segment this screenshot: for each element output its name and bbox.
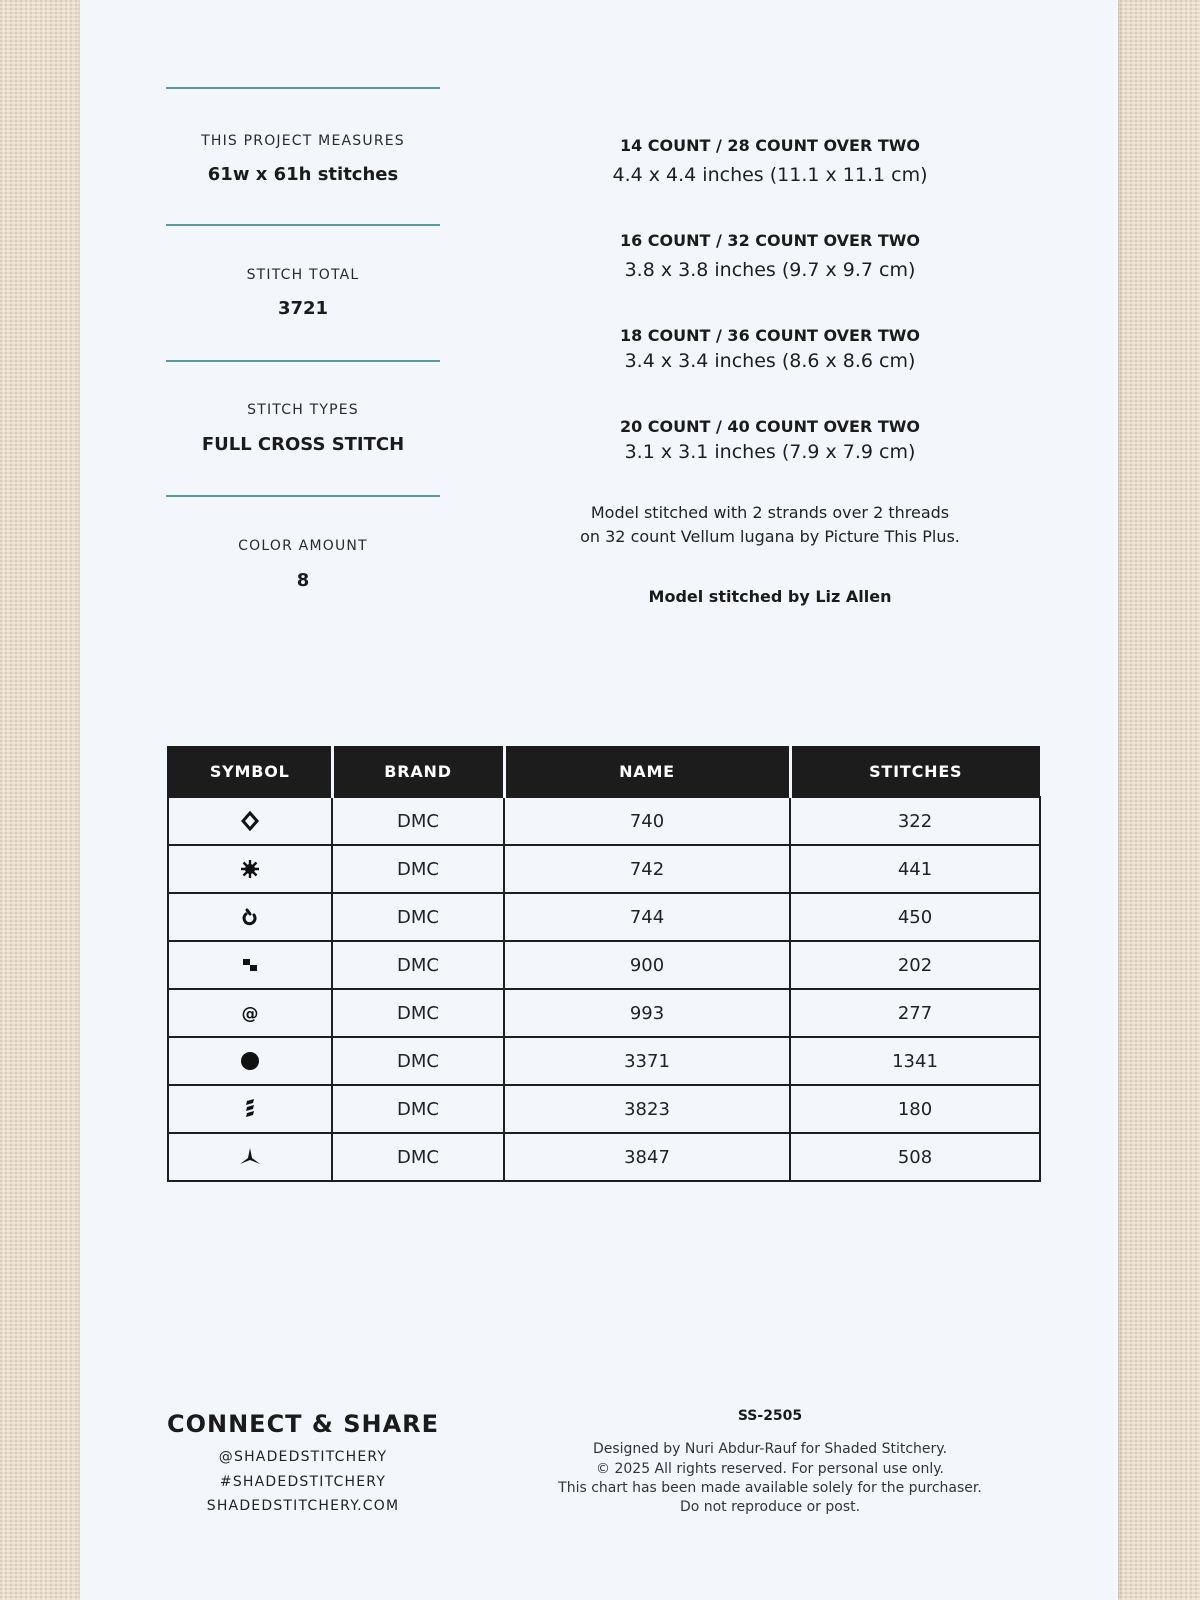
size-count: 20 COUNT / 40 COUNT OVER TWO xyxy=(619,417,921,436)
color-key-table xyxy=(167,746,1041,1182)
stair-squares-icon xyxy=(239,954,261,976)
divider-rule xyxy=(166,87,440,89)
table-row xyxy=(168,989,1040,1037)
slashed-bars-icon xyxy=(239,1098,261,1120)
table-row xyxy=(168,845,1040,893)
size-dimensions: 3.4 x 3.4 inches (8.6 x 8.6 cm) xyxy=(624,350,916,372)
symbol-header: SYMBOL xyxy=(168,746,332,797)
model-note-line: Model stitched with 2 strands over 2 threads xyxy=(590,503,950,522)
name-cell: 993 xyxy=(504,989,790,1037)
symbol-cell xyxy=(168,1133,332,1181)
model-note-line: on 32 count Vellum lugana by Picture This Plus. xyxy=(580,527,960,546)
swirl-icon xyxy=(239,906,261,928)
brand-cell: DMC xyxy=(332,1037,504,1085)
color-amount-label: COLOR AMOUNT xyxy=(238,538,368,554)
website-link[interactable]: SHADEDSTITCHERY.COM xyxy=(206,1498,400,1514)
name-cell: 3371 xyxy=(504,1037,790,1085)
divider-rule xyxy=(166,360,440,362)
size-dimensions: 3.8 x 3.8 inches (9.7 x 9.7 cm) xyxy=(624,259,916,281)
model-credit: Model stitched by Liz Allen xyxy=(648,587,892,606)
sun-burst-icon xyxy=(239,858,261,880)
size-count: 14 COUNT / 28 COUNT OVER TWO xyxy=(619,136,921,155)
table-row xyxy=(168,1085,1040,1133)
measures-value: 61w x 61h stitches xyxy=(207,164,399,185)
stitches-cell: 1341 xyxy=(790,1037,1040,1085)
table-header-row xyxy=(168,746,1040,797)
stitches-cell: 441 xyxy=(790,845,1040,893)
divider-rule xyxy=(166,495,440,497)
social-hashtag: #SHADEDSTITCHERY xyxy=(219,1474,387,1490)
brand-cell: DMC xyxy=(332,1085,504,1133)
stitches-cell: 202 xyxy=(790,941,1040,989)
name-cell: 742 xyxy=(504,845,790,893)
color-amount-value: 8 xyxy=(296,570,310,591)
symbol-cell xyxy=(168,845,332,893)
brand-cell: DMC xyxy=(332,797,504,845)
name-cell: 900 xyxy=(504,941,790,989)
stitches-cell: 180 xyxy=(790,1085,1040,1133)
name-cell: 3847 xyxy=(504,1133,790,1181)
stitches-cell: 322 xyxy=(790,797,1040,845)
tri-star-icon xyxy=(239,1146,261,1168)
brand-cell: DMC xyxy=(332,845,504,893)
social-handle: @SHADEDSTITCHERY xyxy=(218,1449,388,1465)
table-row xyxy=(168,1037,1040,1085)
name-header: NAME xyxy=(504,746,790,797)
name-cell: 740 xyxy=(504,797,790,845)
size-dimensions: 3.1 x 3.1 inches (7.9 x 7.9 cm) xyxy=(624,441,916,463)
at-sign-icon xyxy=(239,1002,261,1024)
stitches-cell: 450 xyxy=(790,893,1040,941)
symbol-cell xyxy=(168,797,332,845)
table-row xyxy=(168,797,1040,845)
stitches-cell: 277 xyxy=(790,989,1040,1037)
measures-label: THIS PROJECT MEASURES xyxy=(201,133,405,149)
diamond-outline-icon xyxy=(239,810,261,832)
pattern-code: SS-2505 xyxy=(737,1408,803,1424)
svg-text:@: @ xyxy=(241,1004,259,1024)
stitch-types-label: STITCH TYPES xyxy=(247,402,359,418)
filled-circle-icon xyxy=(239,1050,261,1072)
footer-line: Do not reproduce or post. xyxy=(679,1499,861,1515)
size-count: 18 COUNT / 36 COUNT OVER TWO xyxy=(619,326,921,345)
symbol-cell xyxy=(168,1085,332,1133)
symbol-cell xyxy=(168,941,332,989)
stitch-total-label: STITCH TOTAL xyxy=(246,267,360,283)
brand-cell: DMC xyxy=(332,893,504,941)
name-cell: 744 xyxy=(504,893,790,941)
size-dimensions: 4.4 x 4.4 inches (11.1 x 11.1 cm) xyxy=(612,164,928,186)
brand-cell: DMC xyxy=(332,941,504,989)
table-row xyxy=(168,941,1040,989)
table-row xyxy=(168,893,1040,941)
stitch-types-value: FULL CROSS STITCH xyxy=(201,434,405,455)
divider-rule xyxy=(166,224,440,226)
brand-cell: DMC xyxy=(332,989,504,1037)
footer-line: Designed by Nuri Abdur-Rauf for Shaded Stitchery. xyxy=(592,1441,948,1457)
size-count: 16 COUNT / 32 COUNT OVER TWO xyxy=(619,231,921,250)
name-cell: 3823 xyxy=(504,1085,790,1133)
stitches-cell: 508 xyxy=(790,1133,1040,1181)
connect-share-title: CONNECT & SHARE xyxy=(166,1410,440,1438)
table-row xyxy=(168,1133,1040,1181)
footer-line: © 2025 All rights reserved. For personal use only. xyxy=(596,1461,944,1477)
footer-line: This chart has been made available solely for the purchaser. xyxy=(558,1480,982,1496)
stitches-header: STITCHES xyxy=(790,746,1040,797)
symbol-cell xyxy=(168,989,332,1037)
stitch-total-value: 3721 xyxy=(277,298,329,319)
brand-header: BRAND xyxy=(332,746,504,797)
pattern-page xyxy=(80,0,1118,1600)
symbol-cell xyxy=(168,1037,332,1085)
brand-cell: DMC xyxy=(332,1133,504,1181)
symbol-cell xyxy=(168,893,332,941)
